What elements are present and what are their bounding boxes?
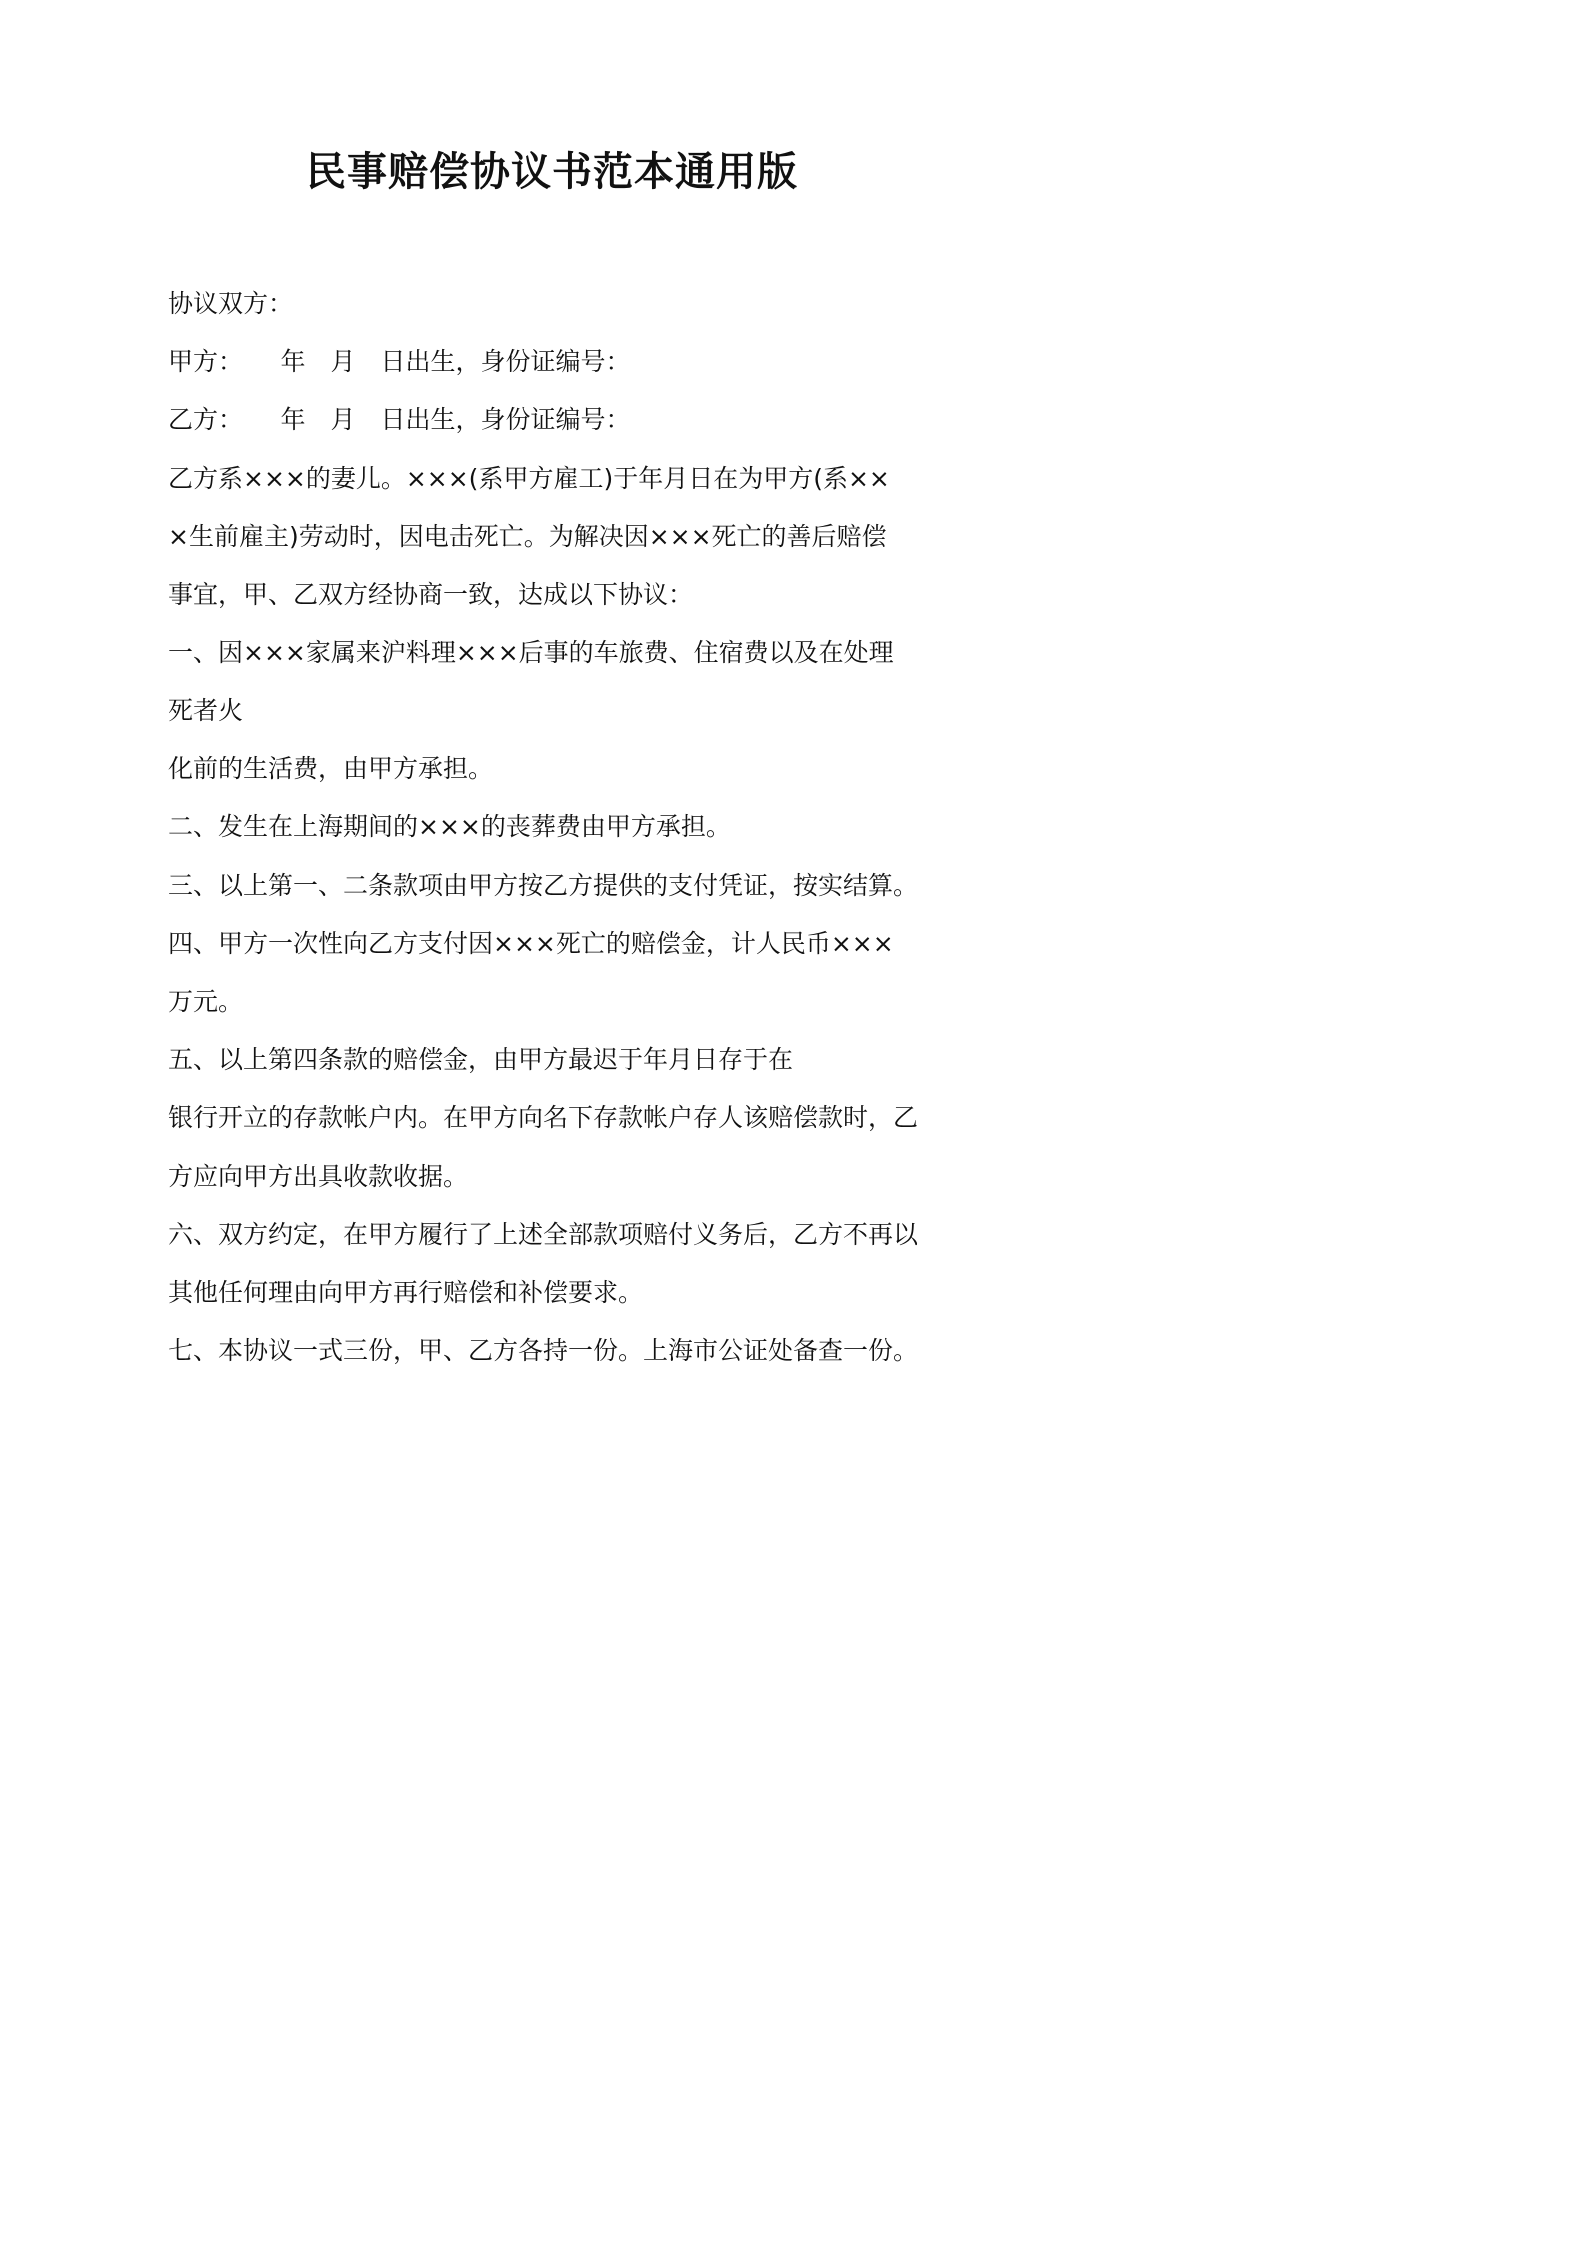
clause-5-line: 银行开立的存款帐户内。在甲方向名下存款帐户存人该赔偿款时，乙 [168, 1103, 919, 1132]
clause-1-line: 死者火 [168, 696, 244, 725]
clause-1-line: 一、因×××家属来沪料理×××后事的车旅费、住宿费以及在处理 [168, 638, 894, 667]
clause-5-line: 五、以上第四条款的赔偿金，由甲方最迟于年月日存于在 [168, 1045, 794, 1074]
party-a-line: 甲方： 年 月 日出生，身份证编号： [168, 347, 631, 376]
party-b-line: 乙方： 年 月 日出生，身份证编号： [168, 405, 631, 434]
clause-4-line: 万元。 [168, 987, 244, 1016]
document-page [0, 0, 1104, 1562]
body-text-line: ×生前雇主)劳动时，因电击死亡。为解决因×××死亡的善后赔偿 [168, 522, 887, 551]
body-text-line: 事宜，甲、乙双方经协商一致，达成以下协议： [168, 580, 694, 609]
clause-6-line: 其他任何理由向甲方再行赔偿和补偿要求。 [168, 1278, 644, 1307]
clause-4-line: 四、甲方一次性向乙方支付因×××死亡的赔偿金，计人民币××× [168, 929, 894, 958]
clause-6-line: 六、双方约定，在甲方履行了上述全部款项赔付义务后，乙方不再以 [168, 1220, 919, 1249]
parties-heading: 协议双方： [168, 289, 294, 318]
body-text-line: 乙方系×××的妻儿。×××(系甲方雇工)于年月日在为甲方(系×× [168, 464, 890, 493]
clause-3-line: 三、以上第一、二条款项由甲方按乙方提供的支付凭证，按实结算。 [168, 871, 919, 900]
clause-1-line: 化前的生活费，由甲方承担。 [168, 754, 494, 783]
clause-7-line: 七、本协议一式三份，甲、乙方各持一份。上海市公证处备查一份。 [168, 1336, 919, 1365]
clause-5-line: 方应向甲方出具收款收据。 [168, 1162, 469, 1191]
clause-2-line: 二、发生在上海期间的×××的丧葬费由甲方承担。 [168, 812, 731, 841]
document-title: 民事赔偿协议书范本通用版 [306, 149, 798, 195]
